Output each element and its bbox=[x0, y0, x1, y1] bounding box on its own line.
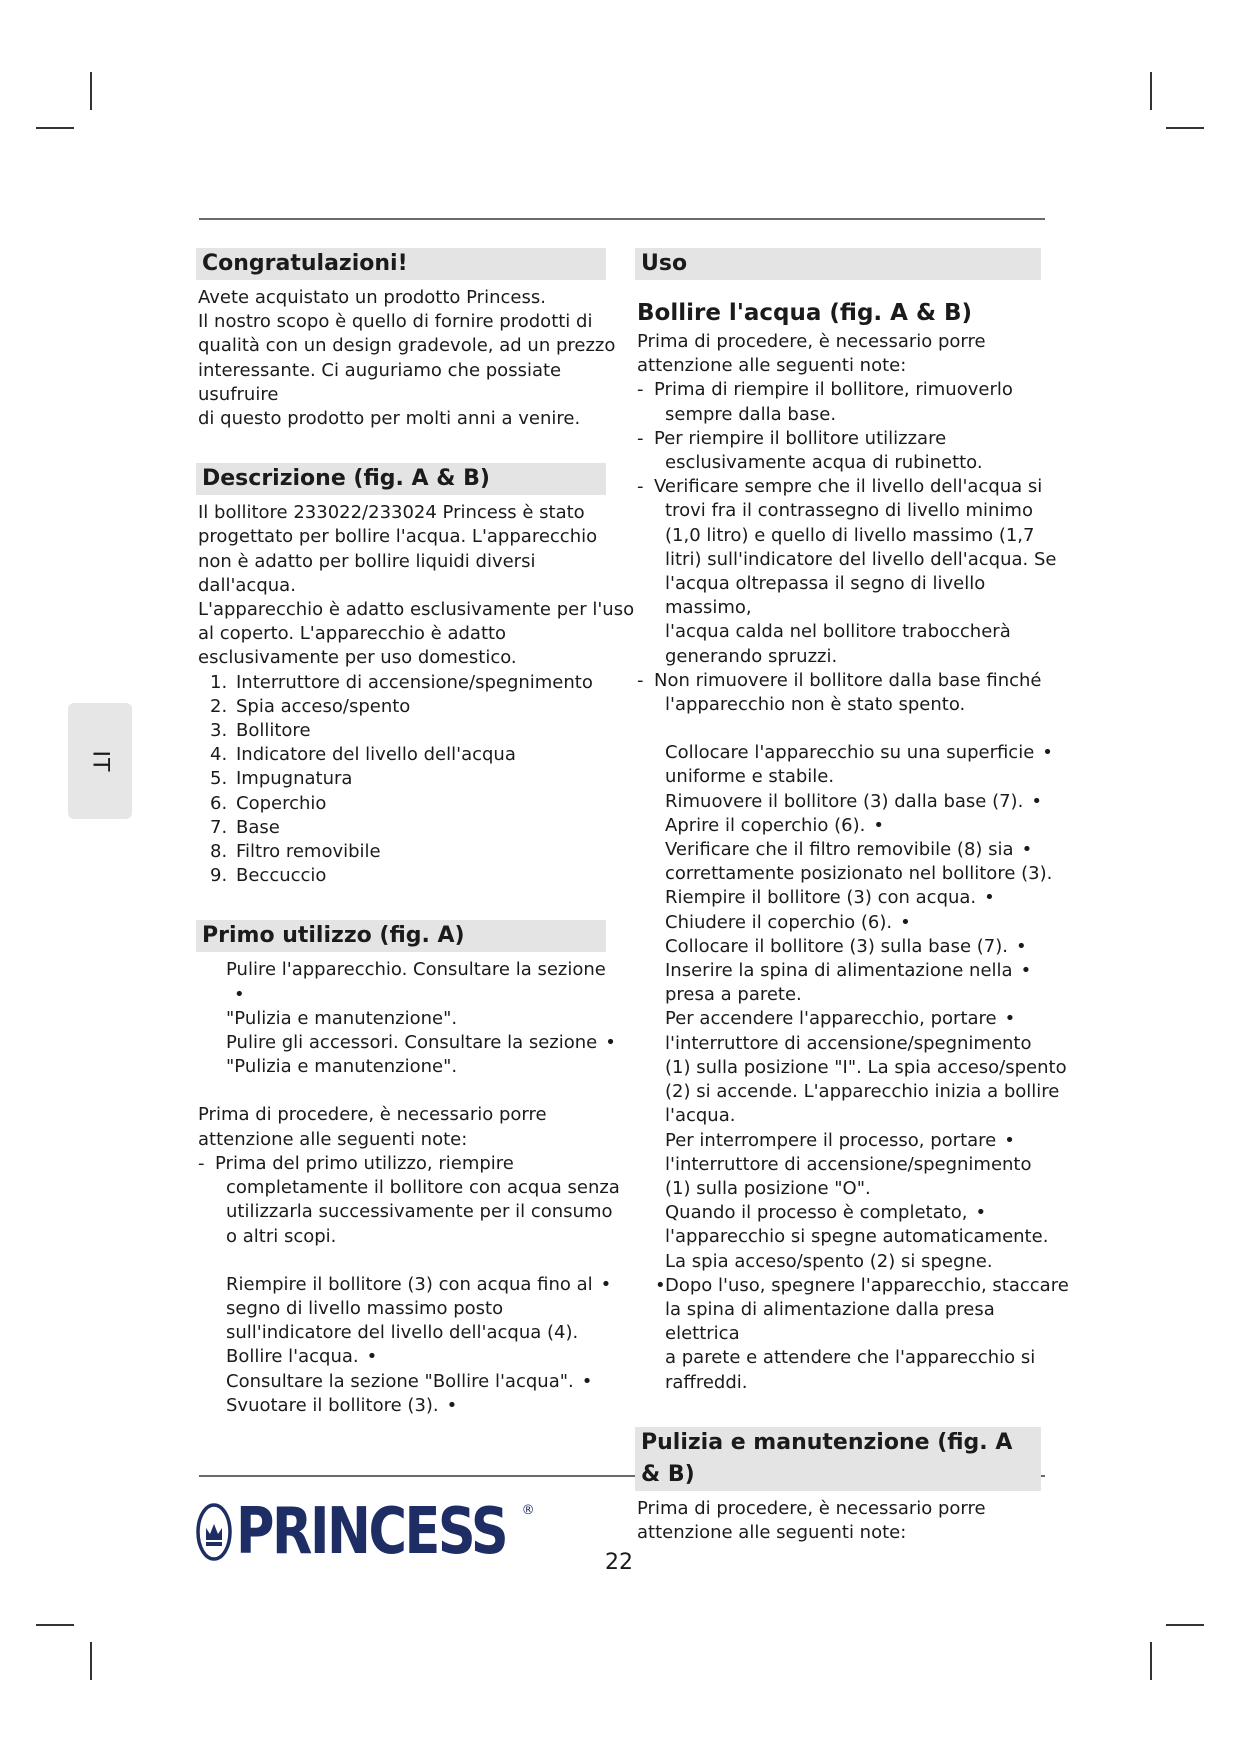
list-item bbox=[198, 816, 638, 840]
step-item bbox=[637, 741, 1069, 789]
step-line: Chiudere il coperchio (6). • bbox=[665, 911, 1069, 935]
brand-wordmark: PRINCESS bbox=[236, 1495, 507, 1569]
boil-heading: Bollire l'acqua (fig. A & B) bbox=[637, 300, 973, 326]
bullet-icon: • bbox=[1021, 839, 1033, 861]
body-line: L'apparecchio è adatto esclusivamente per l'uso bbox=[198, 599, 635, 621]
list-label: Indicatore del livello dell'acqua bbox=[236, 744, 516, 766]
step-line: (2) si accende. L'apparecchio inizia a bollire bbox=[665, 1081, 1060, 1103]
list-label: Coperchio bbox=[236, 792, 327, 814]
step-line: Collocare il bollitore (3) sulla base (7). • bbox=[665, 935, 1069, 959]
list-item bbox=[198, 864, 638, 888]
list-item bbox=[198, 840, 638, 864]
step-item bbox=[637, 814, 1069, 838]
dash-marker: - bbox=[637, 379, 644, 401]
registered-mark: ® bbox=[521, 1502, 535, 1518]
page-number: 22 bbox=[605, 1550, 633, 1575]
right-column bbox=[637, 248, 1069, 1545]
boil-last-step bbox=[637, 1274, 1069, 1395]
step-line: Quando il processo è completato, • bbox=[665, 1201, 1069, 1225]
list-number: 4. bbox=[210, 744, 228, 766]
note-line: Non rimuovere il bollitore dalla base finché bbox=[654, 669, 1042, 691]
bullet-icon: • bbox=[984, 887, 995, 909]
bullet-icon: • bbox=[1015, 935, 1027, 957]
dash-marker: - bbox=[637, 476, 644, 498]
first-use-steps-2 bbox=[198, 1273, 638, 1418]
body-line: progettato per bollire l'acqua. L'apparecchio bbox=[198, 526, 598, 548]
body-line: Prima di procedere, è necessario porre bbox=[198, 1104, 547, 1126]
list-number: 7. bbox=[210, 816, 228, 838]
step-item bbox=[637, 1274, 1069, 1395]
first-use-intro bbox=[198, 1103, 638, 1151]
step-line: correttamente posizionato nel bollitore (3). bbox=[665, 863, 1053, 885]
step-line: "Pulizia e manutenzione". bbox=[226, 1007, 458, 1029]
list-label: Interruttore di accensione/spegnimento bbox=[236, 671, 593, 693]
list-item bbox=[198, 719, 638, 743]
congrats-heading: Congratulazioni! bbox=[196, 248, 606, 280]
step-line: uniforme e stabile. bbox=[665, 766, 835, 788]
bullet-icon: • bbox=[1004, 1129, 1015, 1151]
body-line: non è adatto per bollire liquidi diversi dall'acqua. bbox=[198, 550, 536, 596]
note-line: Per riempire il bollitore utilizzare bbox=[654, 427, 947, 449]
crown-emblem-icon bbox=[196, 1502, 232, 1562]
step-line: Verificare che il filtro removibile (8) sia • bbox=[665, 838, 1069, 862]
note-item bbox=[637, 427, 1069, 475]
body-line: al coperto. L'apparecchio è adatto bbox=[198, 623, 507, 645]
note-item bbox=[637, 669, 1069, 717]
step-line: Riempire il bollitore (3) con acqua fino al • bbox=[226, 1273, 618, 1297]
note-line: Prima del primo utilizzo, riempire bbox=[215, 1152, 514, 1174]
step-line: Inserire la spina di alimentazione nella • bbox=[665, 959, 1069, 983]
bullet-icon: • bbox=[366, 1346, 378, 1368]
note-item bbox=[637, 475, 1069, 669]
step-item bbox=[198, 1273, 638, 1346]
language-tab bbox=[68, 703, 132, 819]
note-line: Verificare sempre che il livello dell'acqua si bbox=[654, 476, 1043, 498]
first-use-heading: Primo utilizzo (fig. A) bbox=[196, 920, 606, 952]
step-line: presa a parete. bbox=[665, 984, 802, 1006]
left-column bbox=[198, 248, 638, 1418]
step-line: Riempire il bollitore (3) con acqua. • bbox=[665, 886, 1069, 910]
note-line: (1,0 litro) e quello di livello massimo (1,7 bbox=[665, 524, 1035, 546]
body-line: di questo prodotto per molti anni a venire. bbox=[198, 408, 581, 430]
note-text bbox=[654, 427, 1069, 475]
description-body bbox=[198, 501, 638, 670]
body-line: Il bollitore 233022/233024 Princess è stato bbox=[198, 502, 585, 524]
step-line: sull'indicatore del livello dell'acqua (4). bbox=[226, 1322, 579, 1344]
step-item bbox=[198, 1031, 638, 1079]
body-line: interessante. Ci auguriamo che possiate usufruire bbox=[198, 359, 562, 405]
dash-marker: - bbox=[198, 1152, 205, 1174]
step-line: Pulire l'apparecchio. Consultare la sezione• bbox=[226, 958, 618, 1006]
crop-mark bbox=[36, 127, 74, 129]
body-line: qualità con un design gradevole, ad un prezzo bbox=[198, 335, 616, 357]
list-number: 8. bbox=[210, 841, 228, 863]
step-line: l'interruttore di accensione/spegnimento bbox=[665, 1153, 1032, 1175]
step-item bbox=[198, 1394, 638, 1418]
bullet-icon: • bbox=[1004, 1008, 1016, 1030]
note-line: trovi fra il contrassegno di livello minimo bbox=[665, 500, 1033, 522]
bullet-icon: • bbox=[655, 1274, 666, 1296]
note-line: l'acqua calda nel bollitore traboccherà bbox=[665, 621, 1011, 643]
note-line: sempre dalla base. bbox=[665, 403, 837, 425]
crop-mark bbox=[90, 1642, 92, 1680]
list-number: 2. bbox=[210, 695, 228, 717]
note-text bbox=[654, 669, 1069, 717]
step-line: (1) sulla posizione "I". La spia acceso/spento bbox=[665, 1056, 1067, 1078]
step-line: segno di livello massimo posto bbox=[226, 1297, 504, 1319]
list-label: Beccuccio bbox=[236, 865, 327, 887]
step-line: la spina di alimentazione dalla presa elettrica bbox=[665, 1298, 995, 1345]
bullet-icon: • bbox=[581, 1370, 593, 1392]
note-text bbox=[654, 475, 1069, 669]
list-label: Spia acceso/spento bbox=[236, 695, 411, 717]
top-rule bbox=[199, 218, 1045, 220]
note-line: litri) sull'indicatore del livello dell'acqua. Se bbox=[665, 548, 1057, 570]
step-line: l'interruttore di accensione/spegnimento bbox=[665, 1032, 1032, 1054]
bullet-icon: • bbox=[446, 1394, 458, 1416]
crop-mark bbox=[1166, 127, 1204, 129]
body-line: attenzione alle seguenti note: bbox=[637, 1521, 907, 1543]
step-item bbox=[637, 935, 1069, 959]
note-line: generando spruzzi. bbox=[665, 645, 838, 667]
note-line: esclusivamente acqua di rubinetto. bbox=[665, 452, 983, 474]
first-use-note bbox=[198, 1152, 638, 1249]
cleaning-heading: Pulizia e manutenzione (fig. A & B) bbox=[635, 1427, 1041, 1491]
step-line: Bollire l'acqua. • bbox=[226, 1345, 618, 1369]
list-number: 6. bbox=[210, 792, 228, 814]
step-line: Collocare l'apparecchio su una superficie • bbox=[665, 741, 1069, 765]
boil-notes bbox=[637, 378, 1069, 717]
body-line: attenzione alle seguenti note: bbox=[198, 1128, 468, 1150]
bullet-icon: • bbox=[1031, 790, 1042, 812]
list-item bbox=[198, 767, 638, 791]
parts-list bbox=[198, 671, 638, 889]
body-line: esclusivamente per uso domestico. bbox=[198, 647, 517, 669]
step-line: l'acqua. bbox=[665, 1105, 736, 1127]
step-line: a parete e attendere che l'apparecchio si bbox=[665, 1347, 1036, 1369]
step-item bbox=[637, 911, 1069, 935]
crop-mark bbox=[36, 1624, 74, 1626]
bullet-icon: • bbox=[1020, 960, 1032, 982]
use-heading: Uso bbox=[635, 248, 1041, 280]
step-item bbox=[637, 838, 1069, 886]
list-number: 9. bbox=[210, 865, 228, 887]
language-tab-label: IT bbox=[87, 750, 113, 772]
dash-marker: - bbox=[637, 427, 644, 449]
crop-mark bbox=[1150, 72, 1152, 110]
note-line: completamente il bollitore con acqua senza bbox=[226, 1177, 620, 1199]
step-item bbox=[637, 959, 1069, 1007]
body-line: Avete acquistato un prodotto Princess. bbox=[198, 287, 546, 308]
body-line: Il nostro scopo è quello di fornire prodotti di bbox=[198, 311, 593, 333]
list-number: 3. bbox=[210, 720, 228, 742]
list-label: Base bbox=[236, 816, 280, 838]
note-text bbox=[654, 378, 1069, 426]
boil-steps bbox=[637, 741, 1069, 1273]
step-item bbox=[637, 1007, 1069, 1128]
step-line: Svuotare il bollitore (3). • bbox=[226, 1394, 618, 1418]
boil-intro bbox=[637, 330, 1069, 378]
step-item bbox=[198, 1370, 638, 1394]
step-line: Aprire il coperchio (6). • bbox=[665, 814, 1069, 838]
step-item bbox=[637, 790, 1069, 814]
bullet-icon: • bbox=[234, 983, 245, 1005]
step-item bbox=[637, 1129, 1069, 1202]
bullet-icon: • bbox=[1042, 742, 1053, 764]
step-line: Pulire gli accessori. Consultare la sezione • bbox=[226, 1031, 618, 1055]
bullet-icon: • bbox=[600, 1273, 612, 1295]
step-item bbox=[637, 1201, 1069, 1274]
step-line: raffreddi. bbox=[665, 1371, 748, 1393]
note-item bbox=[198, 1152, 638, 1249]
dash-marker: - bbox=[637, 669, 644, 691]
step-item bbox=[198, 958, 638, 1031]
step-line: Rimuovere il bollitore (3) dalla base (7). • bbox=[665, 790, 1069, 814]
princess-logo bbox=[196, 1495, 535, 1569]
note-line: Prima di riempire il bollitore, rimuoverlo bbox=[654, 379, 1013, 401]
cleaning-intro bbox=[637, 1497, 1069, 1545]
step-line: La spia acceso/spento (2) si spegne. bbox=[665, 1250, 993, 1272]
step-line: (1) sulla posizione "O". bbox=[665, 1177, 871, 1199]
step-line: l'apparecchio si spegne automaticamente. bbox=[665, 1226, 1049, 1248]
list-item bbox=[198, 695, 638, 719]
step-line: Dopo l'uso, spegnere l'apparecchio, staccare bbox=[665, 1274, 1069, 1296]
note-item bbox=[637, 378, 1069, 426]
body-line: Prima di procedere, è necessario porre bbox=[637, 331, 986, 352]
bullet-icon: • bbox=[605, 1032, 616, 1054]
description-heading: Descrizione (fig. A & B) bbox=[196, 463, 606, 495]
crop-mark bbox=[1150, 1642, 1152, 1680]
congrats-body bbox=[198, 286, 638, 431]
note-line: utilizzarla successivamente per il consumo bbox=[226, 1201, 613, 1223]
list-item bbox=[198, 671, 638, 695]
step-line: Per interrompere il processo, portare • bbox=[665, 1129, 1069, 1153]
step-line: Per accendere l'apparecchio, portare • bbox=[665, 1007, 1069, 1031]
list-label: Filtro removibile bbox=[236, 841, 381, 863]
step-item bbox=[198, 1345, 638, 1369]
note-line: o altri scopi. bbox=[226, 1225, 337, 1247]
list-number: 1. bbox=[210, 671, 228, 693]
step-line: "Pulizia e manutenzione". bbox=[226, 1056, 458, 1078]
bullet-icon: • bbox=[975, 1202, 987, 1224]
list-label: Impugnatura bbox=[236, 768, 353, 790]
bullet-icon: • bbox=[873, 814, 884, 836]
list-label: Bollitore bbox=[236, 720, 311, 742]
list-item bbox=[198, 743, 638, 767]
note-line: l'apparecchio non è stato spento. bbox=[665, 694, 966, 716]
list-number: 5. bbox=[210, 768, 228, 790]
first-use-steps bbox=[198, 958, 638, 1079]
list-item bbox=[198, 792, 638, 816]
step-line: Consultare la sezione "Bollire l'acqua". • bbox=[226, 1370, 618, 1394]
crop-mark bbox=[1166, 1624, 1204, 1626]
body-line: attenzione alle seguenti note: bbox=[637, 355, 907, 377]
bullet-icon: • bbox=[900, 911, 911, 933]
note-line: l'acqua oltrepassa il segno di livello massimo, bbox=[665, 573, 986, 619]
note-text bbox=[215, 1152, 638, 1249]
crop-mark bbox=[90, 72, 92, 110]
body-line: Prima di procedere, è necessario porre bbox=[637, 1497, 986, 1519]
step-item bbox=[637, 886, 1069, 910]
